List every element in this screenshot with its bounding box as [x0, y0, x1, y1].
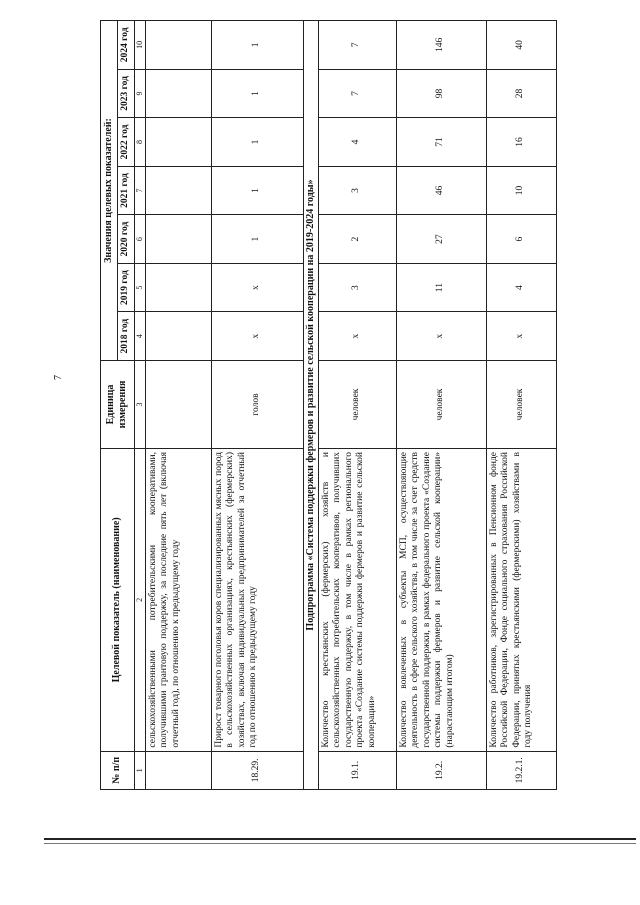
row-value [145, 263, 211, 312]
row-value: x [318, 312, 396, 361]
row-value: 1 [211, 118, 303, 167]
row-unit: человек [396, 360, 486, 448]
row-value: x [396, 312, 486, 361]
row-value: 40 [486, 21, 556, 70]
row-value: 2 [318, 215, 396, 264]
col-index: 2 [134, 449, 145, 752]
header-values: Значения целевых показателей: [101, 21, 118, 361]
rotated-table-container [100, 20, 560, 790]
row-num: 19.2.1. [486, 751, 556, 789]
header-year: 2024 год [118, 21, 135, 70]
row-value: 7 [318, 21, 396, 70]
row-indicator: Количество вовлеченных в субъекты МСП, осуществляющие деятельность в сфере сельского хозяйства, в том числе за счет средств государственной поддержки, в рамках федерального проекта «Создание системы поддержки фермеров и развитие сельской кооперации» (нарастающим итогом) [396, 449, 486, 752]
header-year: 2019 год [118, 263, 135, 312]
table-row [318, 21, 396, 790]
col-index: 1 [134, 751, 145, 789]
target-indicators-table [100, 20, 557, 790]
row-value: 6 [486, 215, 556, 264]
page-number: 7 [53, 375, 64, 380]
header-indicator: Целевой показатель (наименование) [101, 449, 135, 752]
row-value: 146 [396, 21, 486, 70]
header-year: 2018 год [118, 312, 135, 361]
header-unit: Единица измерения [101, 360, 135, 448]
row-value: x [211, 312, 303, 361]
row-value: 11 [396, 263, 486, 312]
row-unit [145, 360, 211, 448]
row-value [145, 118, 211, 167]
row-value [145, 215, 211, 264]
table-row [211, 21, 303, 790]
row-value: 1 [211, 215, 303, 264]
row-value: 4 [486, 263, 556, 312]
header-year: 2021 год [118, 166, 135, 215]
row-indicator: Прирост товарного поголовья коров специализированных мясных пород в сельскохозяйственных организациях, крестьянских (фермерских) хозяйствах, включая индивидуальных предпринимателей за отчетный год по отношению к предыдущему году [211, 449, 303, 752]
row-value: 4 [318, 118, 396, 167]
col-index: 5 [134, 263, 145, 312]
row-value: 3 [318, 166, 396, 215]
header-year: 2022 год [118, 118, 135, 167]
header-year: 2020 год [118, 215, 135, 264]
row-value: 16 [486, 118, 556, 167]
subprogram-row [303, 21, 318, 790]
row-unit: человек [318, 360, 396, 448]
row-value: 1 [211, 69, 303, 118]
row-value [145, 69, 211, 118]
row-value: 71 [396, 118, 486, 167]
row-value: x [486, 312, 556, 361]
row-unit: человек [486, 360, 556, 448]
row-num: 19.2. [396, 751, 486, 789]
row-value: 27 [396, 215, 486, 264]
table-row [486, 21, 556, 790]
row-indicator: Количество крестьянских (фермерских) хозяйств и сельскохозяйственных потребительских кооперативов, получивших государственную поддержку, в том числе в рамках регионального проекта «Создание системы поддержки фермеров и развитие сельской кооперации» [318, 449, 396, 752]
row-unit: голов [211, 360, 303, 448]
subprogram-title: Подпрограмма «Система поддержки фермеров и развитие сельской кооперации на 2019-2024 годы» [303, 21, 318, 790]
row-value: 1 [211, 166, 303, 215]
row-value: 46 [396, 166, 486, 215]
row-value: 98 [396, 69, 486, 118]
row-num [145, 751, 211, 789]
col-index: 10 [134, 21, 145, 70]
row-indicator: сельскохозяйственными потребительскими кооперативами, получившими грантовую поддержку, за последние пять лет (включая отчетный год), по отношению к предыдущему году [145, 449, 211, 752]
column-index-row [134, 21, 145, 790]
row-value: 7 [318, 69, 396, 118]
row-indicator: Количество работников, зарегистрированных в Пенсионном фонде Российской Федерации, Фонде социального страхования Российской Федерации, принятых крестьянскими (фермерскими) хозяйствами в году получения [486, 449, 556, 752]
header-num: № п/п [101, 751, 135, 789]
col-index: 7 [134, 166, 145, 215]
table-row [396, 21, 486, 790]
col-index: 8 [134, 118, 145, 167]
bottom-rule-thin [44, 843, 636, 844]
row-value [145, 312, 211, 361]
col-index: 3 [134, 360, 145, 448]
col-index: 4 [134, 312, 145, 361]
row-num: 18.29. [211, 751, 303, 789]
col-index: 6 [134, 215, 145, 264]
row-value: 3 [318, 263, 396, 312]
header-year: 2023 год [118, 69, 135, 118]
row-value: 1 [211, 21, 303, 70]
row-value: 10 [486, 166, 556, 215]
row-value [145, 21, 211, 70]
col-index: 9 [134, 69, 145, 118]
row-value: 28 [486, 69, 556, 118]
row-num: 19.1. [318, 751, 396, 789]
row-value [145, 166, 211, 215]
bottom-rule [44, 838, 636, 840]
table-row [145, 21, 211, 790]
row-value: x [211, 263, 303, 312]
